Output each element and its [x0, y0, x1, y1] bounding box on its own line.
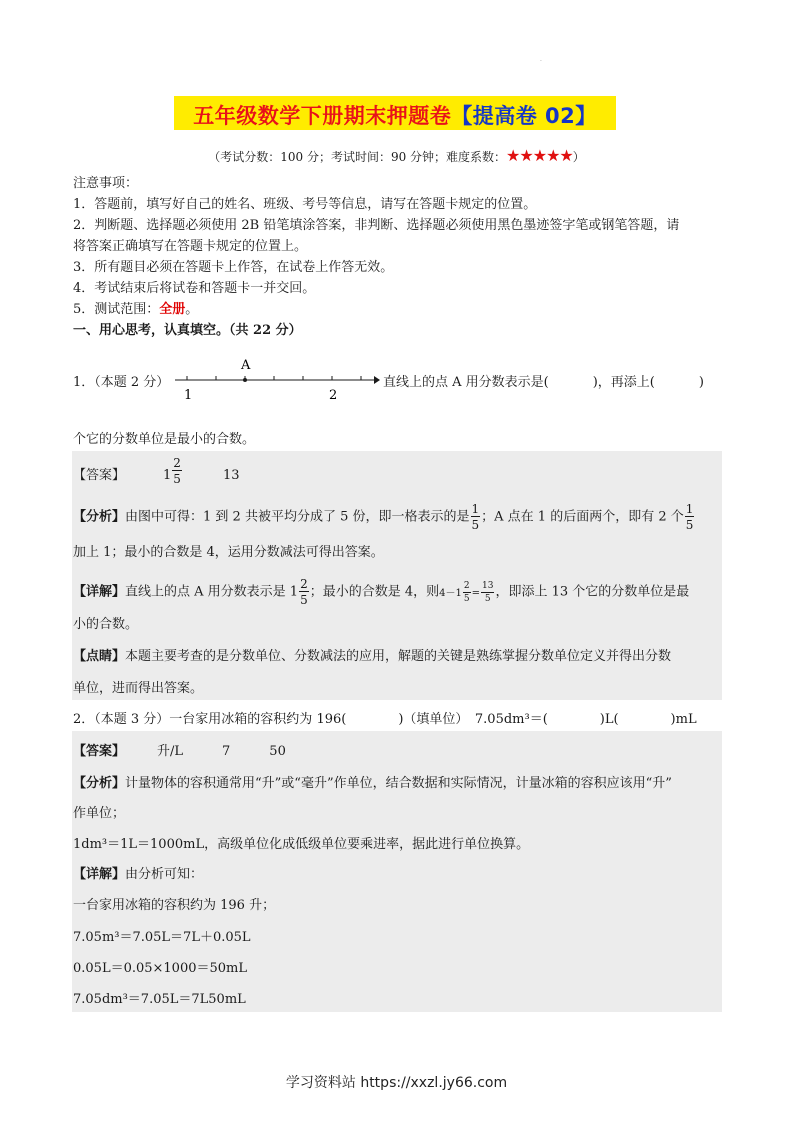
answer-values: 升/L 7 50 — [157, 744, 286, 759]
point-a-marker — [243, 378, 247, 382]
q2-detail-5: 7.05dm³＝7.05L＝7L50mL — [73, 992, 246, 1007]
q1-analysis-1 — [73, 503, 695, 531]
scope-end: 。 — [185, 302, 199, 317]
section-heading: 一、用心思考，认真填空。（共 22 分） — [73, 323, 302, 338]
scope-label: 5．测试范围： — [73, 302, 160, 317]
detail-text-b: ；最小的合数是 4，则 — [309, 584, 440, 600]
exam-info-close: ） — [572, 150, 585, 164]
q2-detail-3: 7.05m³＝7.05L＝7L＋0.05L — [73, 930, 251, 945]
detail-text-c: ，即添上 13 个它的分数单位是最 — [495, 584, 690, 600]
detail-text: 直线上的点 A 用分数表示是 1 — [125, 584, 299, 600]
analysis-text-b: ；A 点在 1 的后面两个，即有 2 个 — [481, 509, 684, 525]
note-item: 3．所有题目必须在答题卡上作答，在试卷上作答无效。 — [73, 260, 394, 275]
analysis-text: 由图中可得：1 到 2 共被平均分成了 5 份，即一格表示的是 — [125, 509, 470, 525]
q2-analysis-3: 1dm³＝1L＝1000mL，高级单位化成低级单位要乘进率，据此进行单位换算。 — [73, 837, 530, 852]
analysis-fraction-2: $\frac{1}{5}$ — [685, 502, 694, 532]
note-item: 将答案正确填写在答题卡规定的位置上。 — [73, 239, 308, 254]
scope-value: 全册 — [159, 302, 186, 317]
q2-answer — [73, 740, 286, 759]
page-dot: · — [540, 58, 542, 65]
notes-heading: 注意事项： — [73, 176, 139, 191]
analysis-label: 【分析】 — [73, 776, 126, 791]
note-item: 1．答题前，填写好自己的姓名、班级、考号等信息，请写在答题卡规定的位置。 — [73, 197, 537, 212]
q1-comment-2: 单位，进而得出答案。 — [73, 681, 204, 696]
comment-text: 本题主要考查的是分数单位、分数减法的应用，解题的关键是熟练掌握分数单位定义并得出分数 — [125, 649, 672, 664]
page-title — [174, 100, 616, 130]
q2-detail-1 — [73, 863, 203, 882]
answer-label: 【答案】 — [73, 744, 126, 759]
number-line-arrow-icon — [374, 376, 380, 384]
q1-number: 1．（本题 2 分） — [73, 375, 170, 390]
detail-label: 【详解】 — [73, 584, 126, 600]
footer-watermark: 学习资料站 https://xxzl.jy66.com — [285, 1075, 508, 1091]
number-line-ticks — [187, 376, 361, 380]
q1-answer — [73, 455, 240, 486]
point-a-label: A — [241, 358, 251, 373]
note-item: 2．判断题、选择题必须使用 2B 铅笔填涂答案，非判断、选择题必须使用黑色墨迹签字笔或钢笔答题，请 — [73, 218, 680, 233]
answer-whole: 1 — [163, 468, 172, 483]
number-line-diagram — [170, 356, 380, 402]
tick-label-1: 1 — [184, 388, 193, 402]
analysis-text: 计量物体的容积通常用“升”或“毫升”作单位，结合数据和实际情况，计量冰箱的容积应该用“升” — [125, 776, 672, 791]
note-item: 4．考试结束后将试卷和答题卡一并交回。 — [73, 281, 316, 296]
q1-text-a: 直线上的点 A 用分数表示是( — [383, 375, 549, 390]
detail-fraction: $\frac{2}{5}$ — [300, 577, 308, 607]
q2-question: 2．（本题 3 分）一台家用冰箱的容积约为 196( )（填单位） 7.05dm³＝( )L( )mL — [73, 712, 697, 727]
q2-analysis-2: 作单位； — [73, 806, 126, 821]
q2-detail-2: 一台家用冰箱的容积约为 196 升； — [73, 898, 276, 913]
title-bracket: 【提高卷 02】 — [451, 104, 597, 128]
detail-equation: 4－1 $\frac{2}{5}$ = $\frac{13}{5}$ — [439, 581, 494, 604]
exam-info-text: （考试分数：100 分；考试时间：90 分钟；难度系数： — [208, 150, 507, 164]
answer-second: 13 — [222, 468, 240, 483]
q2-analysis-1 — [73, 772, 672, 791]
q1-question-part — [383, 371, 704, 390]
exam-info — [0, 146, 793, 165]
q1-text-b: )，再添上( — [592, 375, 655, 390]
q1-analysis-2: 加上 1；最小的合数是 4，运用分数减法可得出答案。 — [73, 545, 384, 560]
q1-detail-2: 小的合数。 — [73, 617, 139, 632]
answer-fraction: $\frac{2}{5}$ — [173, 455, 181, 486]
q1-detail-1 — [73, 578, 689, 606]
q2-detail-4: 0.05L＝0.05×1000＝50mL — [73, 961, 248, 976]
q1-text-d: 个它的分数单位是最小的合数。 — [73, 432, 256, 447]
answer-label: 【答案】 — [73, 468, 126, 483]
title-main: 五年级数学下册期末押题卷 — [193, 104, 452, 128]
detail-text: 由分析可知： — [125, 867, 204, 882]
q1-text-c: ) — [698, 375, 704, 390]
analysis-label: 【分析】 — [73, 509, 126, 525]
note-item-scope — [73, 298, 198, 317]
analysis-fraction: $\frac{1}{5}$ — [471, 502, 480, 532]
tick-label-2: 2 — [329, 388, 338, 402]
q1-comment-1 — [73, 645, 671, 664]
detail-label: 【详解】 — [73, 867, 126, 882]
difficulty-stars-icon: ★★★★★ — [506, 146, 573, 165]
comment-label: 【点睛】 — [73, 649, 126, 664]
